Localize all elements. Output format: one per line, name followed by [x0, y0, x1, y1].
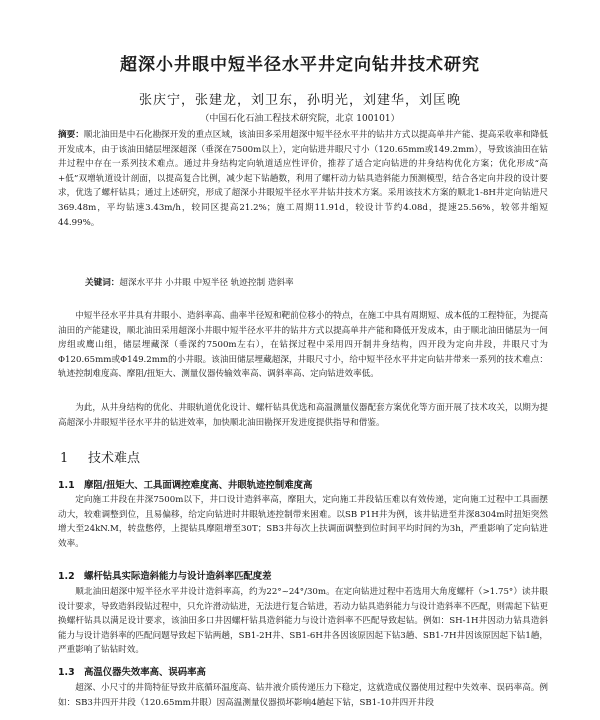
abstract-text: 顺北油田是中石化勘探开发的重点区域，该油田多采用超深中短半径水平井的钻井方式以提高单井产能、提高采收率和降低开发成本，由于该油田储层埋深超深（垂深在7500m以上），定向钻进井眼尺寸小（120.65mm或149.2mm），导致该油田在钻井过程中存在一系列技术难点。通过井身结构定向轨道适应性评价，推荐了适合定向钻进的井身结构优化方案；优化形成“高+低”双增轨道设计剖面，以提高复合比例，减少起下钻趟数，利用了螺杆动力钻具造斜能力预测模型，结合各定向井段的设计要求，优选了螺杆钻具；通过上述研究，形成了超深小井眼短半径水平井钻井技术方案。采用该技术方案的顺北1-8H井定向钻进尺369.48m，平均钻速3.43m/h，较同区提高21.2%；施工周期11.91d，较设计节约4.08d，提速25.56%，较邻井缩短44.99%。 [58, 130, 548, 228]
keywords-text: 超深水平井 小井眼 中短半径 轨迹控制 造斜率 [119, 278, 294, 288]
subsection-title: 高温仪器失效率高、误码率高 [84, 667, 206, 678]
abstract [58, 128, 548, 230]
intro-paragraph-2: 为此，从井身结构的优化、井眼轨道优化设计、螺杆钻具优选和高温测量仪器配套方案优化等方面开展了技术攻关，以期为提高超深小井眼短半径水平井的钻进效率，加快顺北油田勘探开发进度提供指导和借鉴。 [58, 403, 548, 428]
subsection-number: 1.3 [58, 667, 75, 678]
subsection-body: 定向施工井段在井深7500m以下，井口设计造斜率高，摩阻大，定向施工井段钻压难以有效传递，定向施工过程中工具面摆动大，较难调整到位，且易偏移，给定向钻进时井眼轨迹控制带来困难。以SB P1H井为例，该井钻进至井深8304m时扭矩突然增大至24kN.M，转盘憋停，上提钻具摩阻增至30T；SB3井每次上扶调面调整到位时间平均时间约为3h，严重影响了定向钻进效率。 [58, 495, 548, 549]
section-title: 技术难点 [88, 451, 141, 466]
subsection-title: 摩阻/扭矩大、工具面调控难度高、井眼轨迹控制难度高 [84, 480, 313, 491]
subsection-body: 超深、小尺寸的井筒特征导致井底循环温度高、钻井液介质传递压力下稳定，这就造成仪器使用过程中失效率、误码率高。例如：SB3井四开井段（120.65mm井眼）因高温测量仪器损坏影响4趟起下钻，SB1-10井四开井段 [58, 683, 548, 708]
authors: 张庆宁，张建龙，刘卫东，孙明光，刘建华，刘匡晚 [138, 93, 461, 108]
subsection-title: 螺杆钻具实际造斜能力与设计造斜率匹配度差 [84, 571, 272, 582]
affiliation: （中国石化石油工程技术研究院，北京 100101） [200, 114, 400, 124]
subsection-body: 顺北油田超深中短半径水平井设计造斜率高，约为22°~24°/30m。在定向钻进过程中若选用大角度螺杆（>1.75°）读井眼设计要求，导致造斜段钻过程中，只允许滑动钻进，无法进行复合钻进，若动力钻具造斜能力与设计造斜率不匹配，则需起下钻更换螺杆钻具以满足设计要求，该油田多口井因螺杆钻具造斜能力与设计造斜率不匹配导致起钻。例如：SH-1H井因动力钻具造斜能力与设计造斜率的匹配问题导致起下钻两趟，SB1-2H井、SB1-6H井各因该原因起下钻3趟、SB1-7H井因该原因起下钻1趟，严重影响了钻钻时效。 [58, 587, 548, 656]
subsection-number: 1.1 [58, 480, 75, 491]
paper-title: 超深小井眼中短半径水平井定向钻井技术研究 [120, 55, 480, 75]
section-heading [60, 447, 140, 466]
section-number: 1 [60, 451, 69, 466]
keywords [85, 276, 545, 288]
intro-paragraph-1: 中短半径水平井具有井眼小、造斜率高、曲率半径短和靶前位移小的特点，在施工中具有周期短、成本低的工程特征，为提高油田的产能建设，顺北油田采用超深小井眼中短半径水平井的钻井方式以提高单井产能和降低开发成本，由于顺北油田储层为一间房组或鹰山组，储层埋藏深（垂深约7500m左右），在钻探过程中采用四开制井身结构，四开段为定向井段，井眼尺寸为Φ120.65mm或Φ149.2mm的小井眼。该油田储层埋藏超深，井眼尺寸小，给中短半径水平井定向钻井带来一系列的技术难点：轨迹控制难度高、摩阻/扭矩大、测量仪器传输效率高、调斜率高、定向钻进效率低。 [58, 311, 548, 380]
subsection-heading [58, 568, 272, 582]
subsection-heading [58, 664, 206, 678]
abstract-label: 摘要： [58, 130, 84, 140]
subsection-heading [58, 477, 312, 491]
subsection-number: 1.2 [58, 571, 75, 582]
keywords-label: 关键词： [85, 278, 120, 288]
